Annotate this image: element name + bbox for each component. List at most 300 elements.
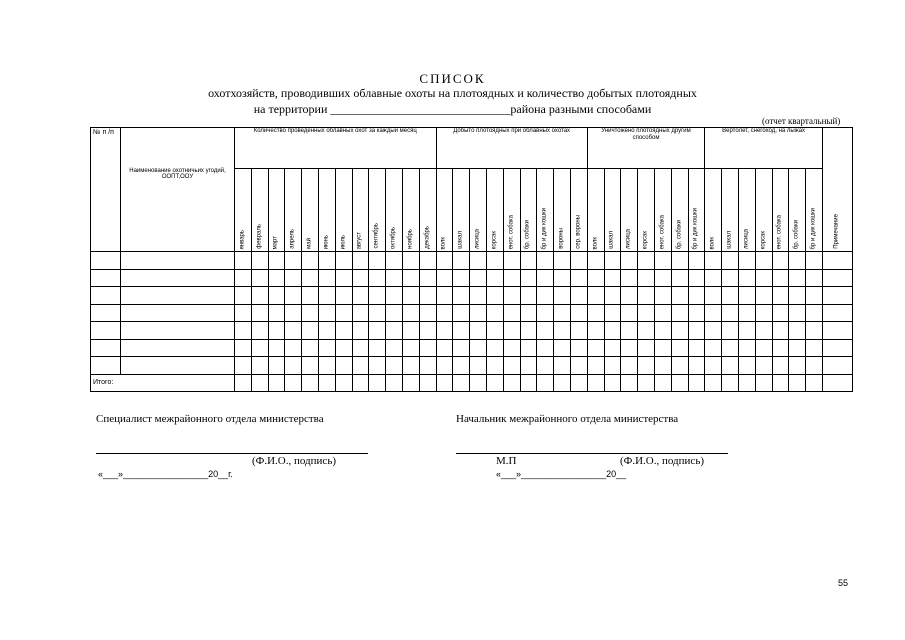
table-cell[interactable] <box>638 287 655 305</box>
table-cell[interactable] <box>604 339 621 357</box>
table-cell[interactable] <box>302 322 319 340</box>
table-cell[interactable] <box>520 269 537 287</box>
table-cell[interactable] <box>369 269 386 287</box>
table-cell[interactable] <box>638 339 655 357</box>
table-cell[interactable] <box>486 269 503 287</box>
table-cell[interactable] <box>352 322 369 340</box>
table-cell[interactable] <box>755 287 772 305</box>
table-cell[interactable] <box>302 304 319 322</box>
table-cell[interactable] <box>806 322 823 340</box>
total-cell[interactable] <box>352 374 369 392</box>
table-cell[interactable] <box>235 357 252 375</box>
table-cell[interactable] <box>806 339 823 357</box>
total-cell[interactable] <box>688 374 705 392</box>
table-cell[interactable] <box>688 339 705 357</box>
table-cell[interactable] <box>436 287 453 305</box>
table-cell[interactable] <box>554 269 571 287</box>
table-cell[interactable] <box>722 252 739 270</box>
table-cell[interactable] <box>722 304 739 322</box>
table-cell[interactable] <box>419 322 436 340</box>
table-cell[interactable] <box>235 252 252 270</box>
table-cell[interactable] <box>537 287 554 305</box>
table-cell[interactable] <box>570 252 587 270</box>
table-cell[interactable] <box>806 357 823 375</box>
table-cell[interactable] <box>671 322 688 340</box>
table-cell[interactable] <box>755 269 772 287</box>
total-cell[interactable] <box>419 374 436 392</box>
table-cell[interactable] <box>537 322 554 340</box>
total-cell[interactable] <box>470 374 487 392</box>
table-cell[interactable] <box>386 287 403 305</box>
total-cell[interactable] <box>654 374 671 392</box>
table-cell[interactable] <box>554 252 571 270</box>
table-cell[interactable] <box>806 304 823 322</box>
total-cell[interactable] <box>554 374 571 392</box>
table-cell[interactable] <box>772 287 789 305</box>
table-cell[interactable] <box>621 357 638 375</box>
table-cell[interactable] <box>503 304 520 322</box>
table-cell[interactable] <box>302 252 319 270</box>
table-cell[interactable] <box>486 287 503 305</box>
table-cell[interactable] <box>705 252 722 270</box>
table-cell[interactable] <box>318 304 335 322</box>
table-cell[interactable] <box>705 287 722 305</box>
table-cell[interactable] <box>520 252 537 270</box>
table-cell[interactable] <box>318 322 335 340</box>
table-cell[interactable] <box>537 252 554 270</box>
table-cell[interactable] <box>486 357 503 375</box>
total-cell[interactable] <box>369 374 386 392</box>
table-cell[interactable] <box>789 304 806 322</box>
table-cell[interactable] <box>537 304 554 322</box>
table-cell[interactable] <box>738 304 755 322</box>
table-cell[interactable] <box>688 357 705 375</box>
table-cell[interactable] <box>772 357 789 375</box>
table-cell[interactable] <box>419 287 436 305</box>
table-cell[interactable] <box>520 339 537 357</box>
table-cell[interactable] <box>335 269 352 287</box>
table-cell[interactable] <box>806 287 823 305</box>
table-cell[interactable] <box>671 287 688 305</box>
table-cell[interactable] <box>268 287 285 305</box>
total-cell[interactable] <box>453 374 470 392</box>
table-cell[interactable] <box>772 269 789 287</box>
table-cell[interactable] <box>705 357 722 375</box>
total-cell[interactable] <box>235 374 252 392</box>
table-cell[interactable] <box>285 287 302 305</box>
table-cell[interactable] <box>621 304 638 322</box>
table-cell[interactable] <box>654 357 671 375</box>
total-cell[interactable] <box>503 374 520 392</box>
table-cell[interactable] <box>520 357 537 375</box>
table-cell[interactable] <box>722 322 739 340</box>
table-cell[interactable] <box>402 304 419 322</box>
table-cell[interactable] <box>738 269 755 287</box>
table-cell[interactable] <box>268 269 285 287</box>
table-cell[interactable] <box>235 304 252 322</box>
table-cell[interactable] <box>722 357 739 375</box>
table-cell[interactable] <box>503 252 520 270</box>
table-cell[interactable] <box>121 287 235 305</box>
table-cell[interactable] <box>570 269 587 287</box>
total-cell[interactable] <box>335 374 352 392</box>
table-cell[interactable] <box>91 304 121 322</box>
table-cell[interactable] <box>285 252 302 270</box>
table-cell[interactable] <box>688 252 705 270</box>
table-cell[interactable] <box>486 304 503 322</box>
table-cell[interactable] <box>772 339 789 357</box>
table-cell[interactable] <box>503 357 520 375</box>
table-cell[interactable] <box>402 322 419 340</box>
table-cell[interactable] <box>121 252 235 270</box>
table-cell[interactable] <box>806 269 823 287</box>
table-cell[interactable] <box>570 357 587 375</box>
table-cell[interactable] <box>822 304 852 322</box>
table-cell[interactable] <box>604 287 621 305</box>
table-cell[interactable] <box>789 339 806 357</box>
table-cell[interactable] <box>402 252 419 270</box>
table-cell[interactable] <box>537 269 554 287</box>
table-cell[interactable] <box>369 287 386 305</box>
table-cell[interactable] <box>688 322 705 340</box>
table-cell[interactable] <box>318 287 335 305</box>
table-cell[interactable] <box>470 322 487 340</box>
table-cell[interactable] <box>822 269 852 287</box>
table-cell[interactable] <box>436 304 453 322</box>
table-cell[interactable] <box>436 252 453 270</box>
table-cell[interactable] <box>671 304 688 322</box>
table-cell[interactable] <box>503 287 520 305</box>
table-cell[interactable] <box>352 339 369 357</box>
table-cell[interactable] <box>722 339 739 357</box>
table-cell[interactable] <box>302 357 319 375</box>
table-cell[interactable] <box>251 357 268 375</box>
table-cell[interactable] <box>352 357 369 375</box>
table-cell[interactable] <box>671 357 688 375</box>
table-cell[interactable] <box>352 252 369 270</box>
table-cell[interactable] <box>604 304 621 322</box>
total-cell[interactable] <box>772 374 789 392</box>
table-cell[interactable] <box>402 339 419 357</box>
table-cell[interactable] <box>654 269 671 287</box>
table-cell[interactable] <box>386 252 403 270</box>
table-cell[interactable] <box>671 269 688 287</box>
total-cell[interactable] <box>537 374 554 392</box>
table-cell[interactable] <box>251 322 268 340</box>
table-cell[interactable] <box>386 269 403 287</box>
table-cell[interactable] <box>822 322 852 340</box>
table-cell[interactable] <box>822 339 852 357</box>
table-cell[interactable] <box>621 322 638 340</box>
table-cell[interactable] <box>386 304 403 322</box>
table-cell[interactable] <box>386 339 403 357</box>
table-cell[interactable] <box>453 252 470 270</box>
table-cell[interactable] <box>772 252 789 270</box>
table-cell[interactable] <box>604 322 621 340</box>
table-cell[interactable] <box>738 252 755 270</box>
table-cell[interactable] <box>251 269 268 287</box>
total-cell[interactable] <box>755 374 772 392</box>
table-cell[interactable] <box>604 357 621 375</box>
table-cell[interactable] <box>587 287 604 305</box>
total-cell[interactable] <box>722 374 739 392</box>
table-cell[interactable] <box>789 252 806 270</box>
table-cell[interactable] <box>251 339 268 357</box>
table-cell[interactable] <box>654 304 671 322</box>
table-cell[interactable] <box>121 339 235 357</box>
table-cell[interactable] <box>121 322 235 340</box>
table-cell[interactable] <box>755 322 772 340</box>
table-cell[interactable] <box>268 322 285 340</box>
table-cell[interactable] <box>470 304 487 322</box>
total-cell[interactable] <box>285 374 302 392</box>
table-cell[interactable] <box>688 304 705 322</box>
table-cell[interactable] <box>554 304 571 322</box>
table-cell[interactable] <box>369 304 386 322</box>
table-cell[interactable] <box>386 322 403 340</box>
table-cell[interactable] <box>335 252 352 270</box>
table-cell[interactable] <box>302 269 319 287</box>
table-cell[interactable] <box>268 339 285 357</box>
table-cell[interactable] <box>705 322 722 340</box>
table-cell[interactable] <box>436 357 453 375</box>
table-cell[interactable] <box>789 269 806 287</box>
table-cell[interactable] <box>806 252 823 270</box>
table-cell[interactable] <box>121 304 235 322</box>
total-cell[interactable] <box>587 374 604 392</box>
table-cell[interactable] <box>520 304 537 322</box>
table-cell[interactable] <box>91 287 121 305</box>
table-cell[interactable] <box>121 269 235 287</box>
table-cell[interactable] <box>587 339 604 357</box>
table-cell[interactable] <box>654 339 671 357</box>
table-cell[interactable] <box>235 339 252 357</box>
table-cell[interactable] <box>587 304 604 322</box>
table-cell[interactable] <box>453 322 470 340</box>
table-cell[interactable] <box>285 269 302 287</box>
table-cell[interactable] <box>335 339 352 357</box>
table-cell[interactable] <box>335 287 352 305</box>
table-cell[interactable] <box>268 304 285 322</box>
table-cell[interactable] <box>318 252 335 270</box>
table-cell[interactable] <box>369 322 386 340</box>
table-cell[interactable] <box>251 252 268 270</box>
table-cell[interactable] <box>436 269 453 287</box>
table-cell[interactable] <box>772 304 789 322</box>
total-cell[interactable] <box>402 374 419 392</box>
table-cell[interactable] <box>587 322 604 340</box>
table-cell[interactable] <box>285 322 302 340</box>
table-cell[interactable] <box>503 322 520 340</box>
table-cell[interactable] <box>453 269 470 287</box>
table-cell[interactable] <box>369 252 386 270</box>
total-cell[interactable] <box>570 374 587 392</box>
total-cell[interactable] <box>789 374 806 392</box>
table-cell[interactable] <box>470 339 487 357</box>
table-cell[interactable] <box>554 287 571 305</box>
total-cell[interactable] <box>822 374 852 392</box>
table-cell[interactable] <box>470 357 487 375</box>
table-cell[interactable] <box>402 287 419 305</box>
table-cell[interactable] <box>419 304 436 322</box>
total-cell[interactable] <box>386 374 403 392</box>
table-cell[interactable] <box>621 287 638 305</box>
table-cell[interactable] <box>235 322 252 340</box>
table-cell[interactable] <box>302 339 319 357</box>
table-cell[interactable] <box>285 304 302 322</box>
total-cell[interactable] <box>302 374 319 392</box>
table-cell[interactable] <box>335 304 352 322</box>
table-cell[interactable] <box>671 252 688 270</box>
total-cell[interactable] <box>806 374 823 392</box>
table-cell[interactable] <box>755 339 772 357</box>
table-cell[interactable] <box>738 357 755 375</box>
table-cell[interactable] <box>789 357 806 375</box>
table-cell[interactable] <box>638 269 655 287</box>
table-cell[interactable] <box>570 339 587 357</box>
table-cell[interactable] <box>251 304 268 322</box>
table-cell[interactable] <box>570 304 587 322</box>
table-cell[interactable] <box>789 287 806 305</box>
table-cell[interactable] <box>436 339 453 357</box>
table-cell[interactable] <box>470 252 487 270</box>
table-cell[interactable] <box>285 357 302 375</box>
table-cell[interactable] <box>91 357 121 375</box>
table-cell[interactable] <box>772 322 789 340</box>
table-cell[interactable] <box>621 269 638 287</box>
table-cell[interactable] <box>402 269 419 287</box>
table-cell[interactable] <box>503 269 520 287</box>
table-cell[interactable] <box>621 252 638 270</box>
table-cell[interactable] <box>554 357 571 375</box>
total-cell[interactable] <box>638 374 655 392</box>
table-cell[interactable] <box>822 252 852 270</box>
table-cell[interactable] <box>369 339 386 357</box>
table-cell[interactable] <box>453 287 470 305</box>
table-cell[interactable] <box>587 357 604 375</box>
table-cell[interactable] <box>318 339 335 357</box>
total-cell[interactable] <box>621 374 638 392</box>
table-cell[interactable] <box>738 339 755 357</box>
table-cell[interactable] <box>235 287 252 305</box>
total-cell[interactable] <box>671 374 688 392</box>
table-cell[interactable] <box>335 357 352 375</box>
table-cell[interactable] <box>486 252 503 270</box>
table-cell[interactable] <box>121 357 235 375</box>
table-cell[interactable] <box>268 252 285 270</box>
table-cell[interactable] <box>352 304 369 322</box>
table-cell[interactable] <box>91 269 121 287</box>
table-cell[interactable] <box>654 252 671 270</box>
table-cell[interactable] <box>621 339 638 357</box>
table-cell[interactable] <box>738 287 755 305</box>
table-cell[interactable] <box>654 287 671 305</box>
table-cell[interactable] <box>352 287 369 305</box>
table-cell[interactable] <box>302 287 319 305</box>
table-cell[interactable] <box>604 269 621 287</box>
table-cell[interactable] <box>554 322 571 340</box>
table-cell[interactable] <box>654 322 671 340</box>
table-cell[interactable] <box>822 357 852 375</box>
table-cell[interactable] <box>285 339 302 357</box>
total-cell[interactable] <box>604 374 621 392</box>
table-cell[interactable] <box>419 269 436 287</box>
table-cell[interactable] <box>738 322 755 340</box>
table-cell[interactable] <box>91 252 121 270</box>
total-cell[interactable] <box>251 374 268 392</box>
table-cell[interactable] <box>554 339 571 357</box>
table-cell[interactable] <box>352 269 369 287</box>
table-cell[interactable] <box>235 269 252 287</box>
table-cell[interactable] <box>705 339 722 357</box>
table-cell[interactable] <box>604 252 621 270</box>
table-cell[interactable] <box>587 269 604 287</box>
total-cell[interactable] <box>486 374 503 392</box>
table-cell[interactable] <box>537 357 554 375</box>
table-cell[interactable] <box>705 304 722 322</box>
table-cell[interactable] <box>722 287 739 305</box>
table-cell[interactable] <box>318 357 335 375</box>
table-cell[interactable] <box>470 269 487 287</box>
table-cell[interactable] <box>587 252 604 270</box>
table-cell[interactable] <box>486 322 503 340</box>
table-cell[interactable] <box>436 322 453 340</box>
table-cell[interactable] <box>470 287 487 305</box>
table-cell[interactable] <box>570 287 587 305</box>
table-cell[interactable] <box>453 304 470 322</box>
table-cell[interactable] <box>755 357 772 375</box>
table-cell[interactable] <box>503 339 520 357</box>
table-cell[interactable] <box>268 357 285 375</box>
table-cell[interactable] <box>91 339 121 357</box>
table-cell[interactable] <box>638 252 655 270</box>
total-cell[interactable] <box>520 374 537 392</box>
table-cell[interactable] <box>369 357 386 375</box>
table-cell[interactable] <box>537 339 554 357</box>
table-cell[interactable] <box>722 269 739 287</box>
table-cell[interactable] <box>335 322 352 340</box>
total-cell[interactable] <box>268 374 285 392</box>
table-cell[interactable] <box>251 287 268 305</box>
table-cell[interactable] <box>402 357 419 375</box>
table-cell[interactable] <box>570 322 587 340</box>
total-cell[interactable] <box>436 374 453 392</box>
table-cell[interactable] <box>419 252 436 270</box>
total-cell[interactable] <box>705 374 722 392</box>
table-cell[interactable] <box>638 322 655 340</box>
table-cell[interactable] <box>638 304 655 322</box>
table-cell[interactable] <box>688 269 705 287</box>
table-cell[interactable] <box>419 339 436 357</box>
table-cell[interactable] <box>453 357 470 375</box>
table-cell[interactable] <box>520 322 537 340</box>
table-cell[interactable] <box>755 252 772 270</box>
table-cell[interactable] <box>688 287 705 305</box>
table-cell[interactable] <box>91 322 121 340</box>
table-cell[interactable] <box>386 357 403 375</box>
table-cell[interactable] <box>671 339 688 357</box>
table-cell[interactable] <box>486 339 503 357</box>
table-cell[interactable] <box>822 287 852 305</box>
table-cell[interactable] <box>789 322 806 340</box>
table-cell[interactable] <box>705 269 722 287</box>
table-cell[interactable] <box>419 357 436 375</box>
total-cell[interactable] <box>738 374 755 392</box>
table-cell[interactable] <box>638 357 655 375</box>
table-cell[interactable] <box>453 339 470 357</box>
table-cell[interactable] <box>520 287 537 305</box>
table-cell[interactable] <box>318 269 335 287</box>
